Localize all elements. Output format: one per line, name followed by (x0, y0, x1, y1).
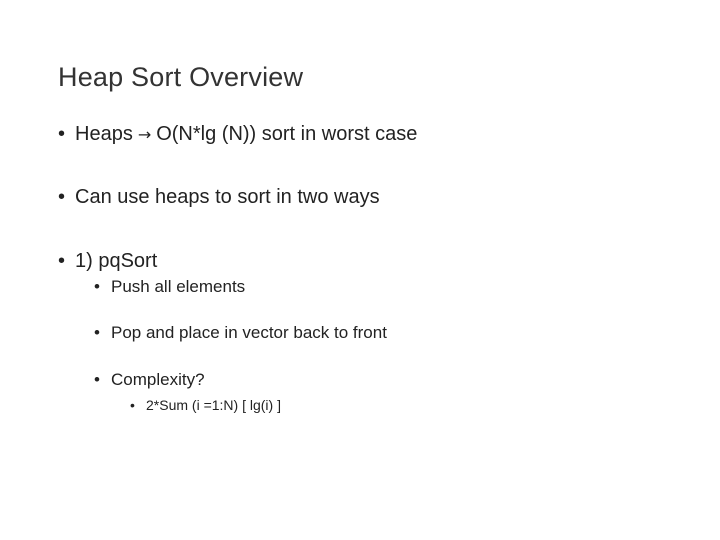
sub-bullet-complexity (94, 370, 205, 390)
bullet-pqsort (58, 250, 157, 273)
sub-bullet-push (94, 277, 245, 297)
bullet-two-ways (58, 186, 380, 209)
bullet-icon: • (58, 186, 66, 208)
bullet-text: Can use heaps to sort in two ways (75, 186, 380, 208)
bullet-icon: • (58, 250, 66, 272)
bullet-text: 1) pqSort (75, 250, 158, 272)
slide-title: Heap Sort Overview (58, 62, 304, 92)
bullet-heaps-complexity (58, 123, 417, 146)
bullet-icon: • (94, 323, 100, 342)
bullet-text: Pop and place in vector back to front (111, 323, 387, 342)
bullet-text: 2*Sum (i =1:N) [ lg(i) ] (146, 397, 281, 413)
bullet-icon: • (58, 123, 66, 145)
bullet-icon: • (94, 277, 100, 296)
bullet-text: Push all elements (111, 277, 246, 296)
bullet-text: Heaps → O(N*lg (N)) sort in worst case (75, 123, 418, 145)
sub-bullet-pop (94, 323, 387, 343)
bullet-text: Complexity? (111, 370, 205, 389)
right-arrow-icon: → (137, 125, 152, 144)
sub-sub-bullet-sum (130, 397, 281, 413)
bullet-icon: • (130, 397, 135, 413)
bullet-icon: • (94, 370, 100, 389)
